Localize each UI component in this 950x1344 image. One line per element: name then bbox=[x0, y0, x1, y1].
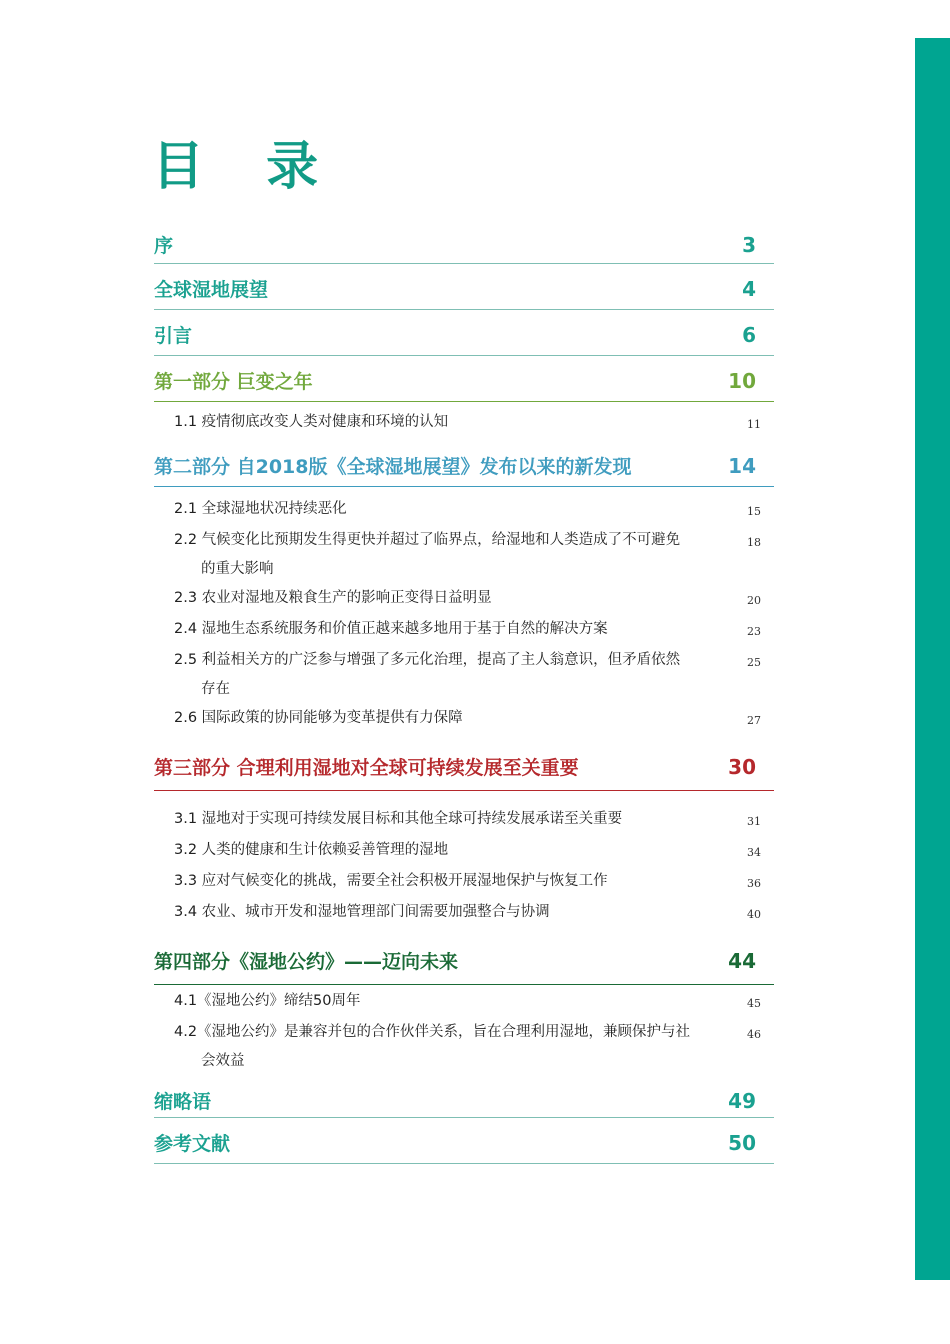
toc-entry-part3[interactable] bbox=[154, 739, 774, 791]
toc-entry-page: 14 bbox=[728, 453, 756, 478]
toc-entry-outlook[interactable] bbox=[154, 264, 774, 310]
subentry-page: 25 bbox=[747, 656, 761, 669]
subentry-title: 3.2 人类的健康和生计依赖妥善管理的湿地 bbox=[174, 842, 449, 858]
toc-entry-page: 6 bbox=[742, 322, 756, 347]
subentry-title-block bbox=[174, 646, 729, 704]
subentry-title: 3.1 湿地对于实现可持续发展目标和其他全球可持续发展承诺至关重要 bbox=[174, 811, 623, 827]
subentry-page: 31 bbox=[747, 815, 761, 828]
toc-entry-page: 49 bbox=[728, 1088, 756, 1113]
subentry-page: 15 bbox=[747, 505, 761, 518]
toc-entry-intro[interactable] bbox=[154, 310, 774, 356]
toc-entry-title: 第一部分 巨变之年 bbox=[154, 371, 313, 393]
subentry-title: 4.2《湿地公约》是兼容并包的合作伙伴关系，旨在合理利用湿地，兼顾保护与社 bbox=[174, 1024, 691, 1040]
toc-subentry[interactable] bbox=[174, 805, 774, 836]
subentry-page: 36 bbox=[747, 877, 761, 890]
toc-subentry[interactable] bbox=[174, 584, 774, 615]
toc-entry-part1[interactable] bbox=[154, 356, 774, 402]
subentry-title-cont: 会效益 bbox=[201, 1053, 245, 1069]
toc-entry-abbreviations[interactable] bbox=[154, 1080, 774, 1118]
subentry-title-cont: 的重大影响 bbox=[201, 561, 274, 577]
toc-entry-part4[interactable] bbox=[154, 933, 774, 985]
subentry-page: 45 bbox=[747, 997, 761, 1010]
toc-entry-title: 序 bbox=[154, 235, 174, 257]
toc-subentry[interactable] bbox=[174, 987, 774, 1018]
toc-entry-title: 第四部分《湿地公约》——迈向未来 bbox=[154, 951, 459, 973]
part2-subsections bbox=[154, 487, 774, 739]
subentry-title: 2.2 气候变化比预期发生得更快并超过了临界点，给湿地和人类造成了不可避免 bbox=[174, 532, 681, 548]
toc-subentry[interactable] bbox=[174, 495, 774, 526]
page-title: 目 录 bbox=[152, 137, 341, 197]
toc-subentry[interactable] bbox=[174, 1018, 774, 1076]
subentry-title: 3.3 应对气候变化的挑战，需要全社会积极开展湿地保护与恢复工作 bbox=[174, 873, 608, 889]
toc-entry-title: 缩略语 bbox=[154, 1091, 212, 1113]
subentry-title-block bbox=[174, 1018, 729, 1076]
toc-subentry[interactable] bbox=[174, 526, 774, 584]
toc-subentry[interactable] bbox=[174, 408, 774, 439]
table-of-contents bbox=[154, 222, 774, 1164]
part1-subsections bbox=[154, 402, 774, 443]
toc-entry-title: 引言 bbox=[154, 325, 193, 347]
toc-entry-page: 3 bbox=[742, 232, 756, 257]
toc-subentry[interactable] bbox=[174, 898, 774, 929]
toc-entry-references[interactable] bbox=[154, 1118, 774, 1164]
toc-entry-page: 10 bbox=[728, 368, 756, 393]
toc-entry-title: 参考文献 bbox=[154, 1133, 231, 1155]
subentry-title-cont: 存在 bbox=[201, 681, 230, 697]
subentry-title: 2.4 湿地生态系统服务和价值正越来越多地用于基于自然的解决方案 bbox=[174, 621, 608, 637]
subentry-title: 4.1《湿地公约》缔结50周年 bbox=[174, 993, 361, 1009]
subentry-page: 11 bbox=[747, 418, 761, 431]
subentry-page: 27 bbox=[747, 714, 761, 727]
toc-subentry[interactable] bbox=[174, 646, 774, 704]
toc-subentry[interactable] bbox=[174, 867, 774, 898]
subentry-page: 18 bbox=[747, 536, 761, 549]
subentry-title: 2.3 农业对湿地及粮食生产的影响正变得日益明显 bbox=[174, 590, 492, 606]
subentry-page: 34 bbox=[747, 846, 761, 859]
part3-subsections bbox=[154, 791, 774, 933]
toc-entry-page: 30 bbox=[728, 754, 756, 779]
subentry-title: 2.6 国际政策的协同能够为变革提供有力保障 bbox=[174, 710, 463, 726]
toc-subentry[interactable] bbox=[174, 836, 774, 867]
subentry-page: 46 bbox=[747, 1028, 761, 1041]
subentry-page: 23 bbox=[747, 625, 761, 638]
part4-subsections bbox=[154, 985, 774, 1080]
toc-entry-page: 44 bbox=[728, 948, 756, 973]
side-color-bar bbox=[915, 38, 950, 1280]
subentry-title: 1.1 疫情彻底改变人类对健康和环境的认知 bbox=[174, 414, 449, 430]
toc-entry-page: 50 bbox=[728, 1130, 756, 1155]
subentry-title: 2.1 全球湿地状况持续恶化 bbox=[174, 501, 347, 517]
subentry-title-block bbox=[174, 526, 729, 584]
toc-subentry[interactable] bbox=[174, 615, 774, 646]
subentry-page: 40 bbox=[747, 908, 761, 921]
toc-entry-title: 全球湿地展望 bbox=[154, 279, 269, 301]
subentry-page: 20 bbox=[747, 594, 761, 607]
toc-subentry[interactable] bbox=[174, 704, 774, 735]
subentry-title: 3.4 农业、城市开发和湿地管理部门间需要加强整合与协调 bbox=[174, 904, 550, 920]
toc-entry-preface[interactable] bbox=[154, 222, 774, 264]
toc-entry-title: 第二部分 自2018版《全球湿地展望》发布以来的新发现 bbox=[154, 456, 632, 478]
toc-entry-page: 4 bbox=[742, 276, 756, 301]
toc-entry-part2[interactable] bbox=[154, 441, 774, 487]
toc-entry-title: 第三部分 合理利用湿地对全球可持续发展至关重要 bbox=[154, 757, 579, 779]
subentry-title: 2.5 利益相关方的广泛参与增强了多元化治理，提高了主人翁意识，但矛盾依然 bbox=[174, 652, 681, 668]
